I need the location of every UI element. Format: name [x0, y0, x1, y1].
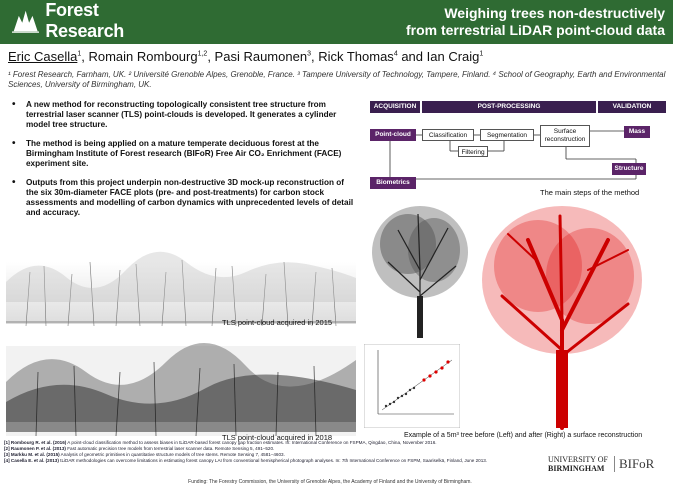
funding-note: Funding: The Forestry Commission, the University of Grenoble Alpes, the Academy of Finland and the University of Birmingham. [188, 479, 472, 485]
logo-text: Forest Research [45, 0, 124, 41]
author-5: and Ian Craig [397, 49, 480, 64]
author-4-sup: 4 [393, 50, 398, 58]
flowchart-caption: The main steps of the method [540, 188, 640, 197]
bullet-item: • Outputs from this project underpin non-destructive 3D mock-up reconstruction of the six 30m-diameter FACE plots (pre- and post-treatments) for carbon stock assessments and modelling of carbon dynamics with unprecedented levels of detail and accuracy. [10, 178, 358, 218]
title-line-1: Weighing trees non-destructively [444, 5, 665, 21]
structure-box: Structure [612, 163, 646, 175]
mass-box: Mass [624, 126, 650, 138]
reference-item: [4] Casella E. et al. (2013) tLiDAR methodologies can overcome limitations in estimating forest canopy LAI from conventional hemispherical photograph analyses. In: 7th International Conference on FSPM, Saariselkä, Finland, June 2013. [4, 458, 488, 463]
author-1-sup: 1 [77, 50, 82, 58]
biometrics-box: Biometrics [370, 177, 416, 189]
reference-item: [2] Raumonen P. et al. (2013) Fast automatic precision tree models from terrestrial laser scanner data. Remote Sensing 5, 491–520. [4, 446, 275, 451]
method-flowchart [370, 101, 666, 199]
phase-validation: VALIDATION [598, 101, 666, 113]
point-cloud-box: Point-cloud [370, 129, 416, 141]
tls-point-cloud-2015-image [6, 222, 356, 330]
bullet-item: • The method is being applied on a mature temperate deciduous forest at the Birmingham Institute of Forest research (BIFoR) Free Air CO₂ Enrichment (FACE) experiment site. [10, 139, 358, 169]
author-3: , Pasi Raumonen [207, 49, 308, 64]
surface-reconstruction-box: Surface reconstruction [540, 125, 590, 147]
tls-point-cloud-2018-image [6, 332, 356, 438]
key-points-list [10, 100, 358, 227]
bifor-logo: BIFoR [614, 456, 654, 472]
classification-box: Classification [422, 129, 474, 141]
forest-research-logo [12, 0, 162, 41]
bullet-item: • A new method for reconstructing topologically consistent tree structure from terrestrial laser scanner (TLS) point-clouds is developed. It generates a cylinder model tree structure. [10, 100, 358, 130]
filtering-box: Filtering [458, 146, 488, 157]
author-5-sup: 1 [479, 50, 484, 58]
partner-logos [548, 444, 670, 484]
phase-acquisition: ACQUISITION [370, 101, 420, 113]
references-list [4, 440, 544, 464]
reference-item: [3] Markku M. et al. (2015) Analysis of geometric primitives in quantitative structure models of tree stems. Remote Sensing 7, 4581–4603. [4, 452, 285, 457]
author-1: Eric Casella [8, 49, 78, 64]
author-2: , Romain Rombourg [81, 49, 198, 64]
reference-item: [1] Rombourg R. et al. (2016) A point-cloud classification method to assess biases in tLiDAR-based forest canopy gap fraction estimates. In: International Conference on FSPMA, Qingdao, China, November 2016. [4, 440, 437, 445]
title-line-2: from terrestrial LiDAR point-cloud data [405, 22, 665, 38]
university-of-birmingham-logo: UNIVERSITY OF BIRMINGHAM [548, 455, 608, 473]
tree-before-image [368, 200, 472, 340]
tree-logo-icon [12, 7, 39, 35]
phase-post-processing: POST-PROCESSING [422, 101, 596, 113]
poster-header [0, 0, 673, 44]
biomass-scatter-inset [364, 344, 460, 428]
author-2-sup: 1,2 [197, 50, 208, 58]
segmentation-box: Segmentation [480, 129, 534, 141]
author-4: , Rick Thomas [310, 49, 394, 64]
poster-title [335, 5, 665, 39]
tree-after-reconstruction-image [478, 200, 648, 430]
tls-2015-caption: TLS point-cloud acquired in 2015 [222, 318, 333, 327]
tls-2018-caption: TLS point-cloud acquired in 2018 [222, 433, 333, 442]
affiliations: ¹ Forest Research, Farnham, UK. ² Université Grenoble Alpes, Grenoble, France. ³ Tampere University of Technology, Tampere, Finland. ⁴ School of Geography, Earth and Environmental Sciences, University of Birmingham, UK. [8, 70, 666, 89]
author-3-sup: 3 [307, 50, 311, 58]
author-list [8, 49, 668, 64]
tree-reconstruction-caption: Example of a 5m³ tree before (Left) and after (Right) a surface reconstruction [404, 432, 643, 439]
